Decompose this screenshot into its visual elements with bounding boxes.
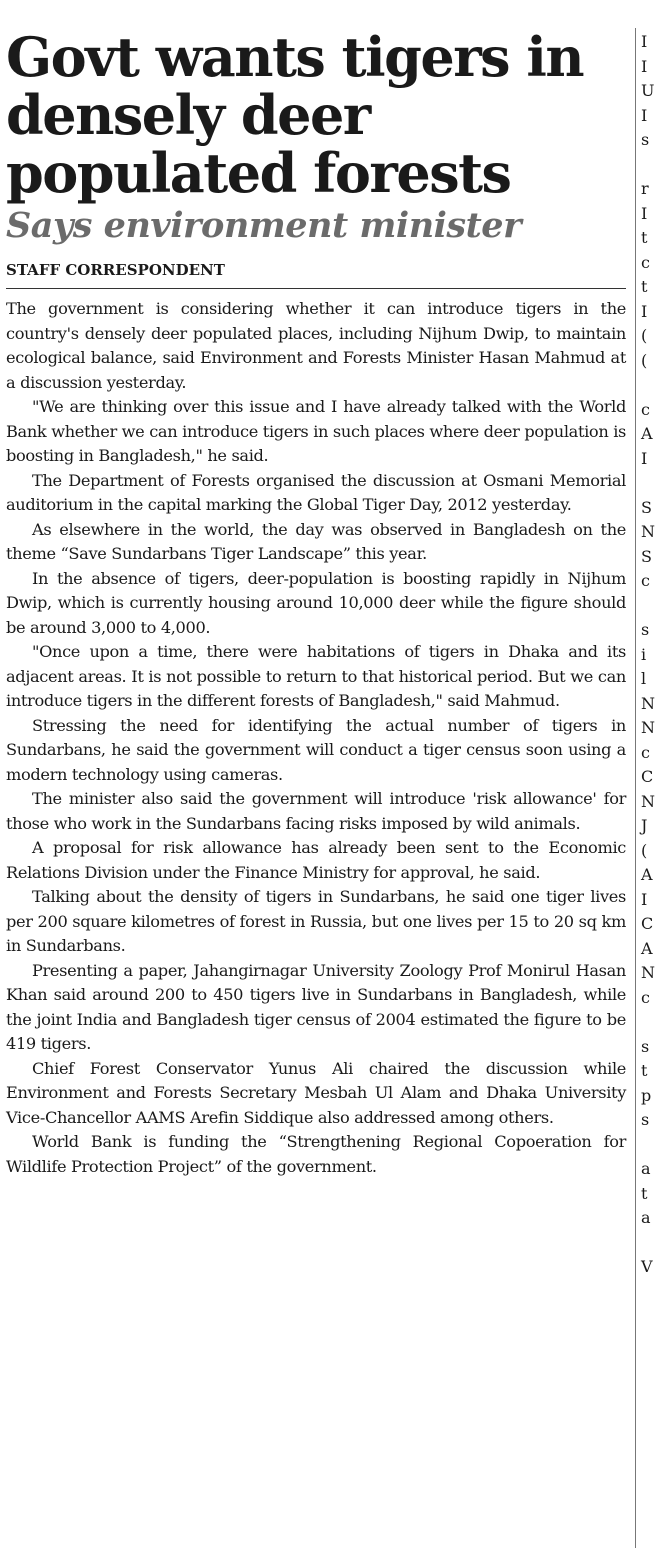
paragraph: The minister also said the government will introduce 'risk allowance' for those who work in the Sundarbans facing risks imposed by wild animals. <box>6 789 626 833</box>
adjacent-column-letter: t <box>641 228 648 247</box>
adjacent-column-letter: I <box>641 32 648 51</box>
paragraph: The Department of Forests organised the discussion at Osmani Memorial auditorium in the capital marking the Global Tiger Day, 2012 yesterday. <box>6 470 626 514</box>
adjacent-column-letter <box>641 471 651 496</box>
adjacent-column-letter: N <box>641 522 655 541</box>
adjacent-column-letter: U <box>641 81 655 100</box>
adjacent-column-fragment <box>641 30 655 1280</box>
adjacent-column-letter: ( <box>641 326 648 345</box>
adjacent-column-letter: r <box>641 179 649 198</box>
byline-rule <box>6 288 626 289</box>
adjacent-column-letter <box>641 1231 651 1256</box>
adjacent-column-letter: I <box>641 889 648 909</box>
adjacent-column-letter: I <box>641 301 648 321</box>
adjacent-column-letter: s <box>641 130 650 149</box>
adjacent-column-letter <box>641 1010 651 1035</box>
adjacent-column-letter: ( <box>641 840 648 860</box>
paragraph: The government is considering whether it can introduce tigers in the country's densely deer populated places, including Nijhum Dwip, to maintain ecological balance, said Environment and Forests Minister Hasan Mahmud at a discussion yesterday. <box>6 299 626 392</box>
adjacent-column-letter: a <box>641 1208 651 1227</box>
adjacent-column-letter: i <box>641 644 647 664</box>
adjacent-column-letter: c <box>641 987 650 1007</box>
headline: Govt wants tigers in densely deer populated forests <box>6 25 584 205</box>
adjacent-column-letter: l <box>641 669 647 688</box>
adjacent-column-letter: c <box>641 571 650 590</box>
paragraph: Stressing the need for identifying the actual number of tigers in Sundarbans, he said the government will conduct a tiger census soon using a modern technology using cameras. <box>6 715 626 784</box>
adjacent-column-letter <box>641 373 651 398</box>
column-divider <box>635 28 636 1548</box>
adjacent-column-letter: a <box>641 1159 651 1178</box>
adjacent-column-letter: S <box>641 497 652 517</box>
adjacent-column-letter: t <box>641 1061 648 1080</box>
adjacent-column-letter: c <box>641 252 650 272</box>
paragraph: A proposal for risk allowance has already been sent to the Economic Relations Division under the Finance Ministry for approval, he said. <box>6 838 626 882</box>
paragraph: World Bank is funding the “Strengthening Regional Copoeration for Wildlife Protection Project” of the government. <box>6 1132 626 1176</box>
adjacent-column-letter: A <box>641 424 653 443</box>
adjacent-column-letter: C <box>641 914 654 933</box>
adjacent-column-letter: t <box>641 277 648 296</box>
adjacent-column-letter <box>641 153 651 178</box>
adjacent-column-letter <box>641 1133 651 1158</box>
paragraph: Talking about the density of tigers in Sundarbans, he said one tiger lives per 200 square kilometres of forest in Russia, but one lives per 15 to 20 sq km in Sundarbans. <box>6 887 626 955</box>
adjacent-column-letter: J <box>641 816 648 835</box>
subheadline: Says environment minister <box>6 205 522 246</box>
adjacent-column-letter: s <box>641 620 650 639</box>
paragraph: Chief Forest Conservator Yunus Ali chaired the discussion while Environment and Forests Secretary Mesbah Ul Alam and Dhaka University Vice-Chancellor AAMS Arefin Siddique also addressed among others. <box>6 1058 626 1127</box>
adjacent-column-letter: V <box>641 1257 653 1276</box>
adjacent-column-letter: A <box>641 865 653 884</box>
adjacent-column-letter: I <box>641 56 648 76</box>
adjacent-column-letter: N <box>641 963 655 982</box>
adjacent-column-letter: C <box>641 767 654 786</box>
adjacent-column-letter: I <box>641 448 648 468</box>
paragraph: Presenting a paper, Jahangirnagar University Zoology Prof Monirul Hasan Khan said around 200 to 450 tigers live in Sundarbans in Bangladesh, while the joint India and Bangladesh tiger census of 2004 estimated the figure to be 419 tigers. <box>6 960 626 1053</box>
adjacent-column-letter: c <box>641 399 650 419</box>
article <box>6 25 626 1179</box>
paragraph: "Once upon a time, there were habitations of tigers in Dhaka and its adjacent areas. It is not possible to return to that historical period. But we can introduce tigers in the different forests of Bangladesh," said Mahmud. <box>6 642 626 710</box>
paragraph: In the absence of tigers, deer-population is boosting rapidly in Nijhum Dwip, which is currently housing around 10,000 deer while the figure should be around 3,000 to 4,000. <box>6 568 626 637</box>
adjacent-column-letter: s <box>641 1036 650 1056</box>
adjacent-column-letter: s <box>641 1110 650 1129</box>
paragraph: As elsewhere in the world, the day was observed in Bangladesh on the theme “Save Sundarbans Tiger Landscape” this year. <box>6 519 626 563</box>
adjacent-column-letter: N <box>641 718 655 737</box>
adjacent-column-letter: p <box>641 1085 652 1105</box>
adjacent-column-letter: N <box>641 693 655 713</box>
adjacent-column-letter <box>641 594 651 619</box>
adjacent-column-letter: S <box>641 546 652 566</box>
paragraph: "We are thinking over this issue and I have already talked with the World Bank whether we can introduce tigers in such places where deer population is boosting in Bangladesh," he said. <box>6 397 626 465</box>
article-body <box>6 297 626 1179</box>
adjacent-column-letter: A <box>641 938 653 958</box>
adjacent-column-letter: I <box>641 105 648 125</box>
adjacent-column-letter: c <box>641 742 650 762</box>
adjacent-column-letter: ( <box>641 350 648 370</box>
adjacent-column-letter: I <box>641 203 648 223</box>
byline <box>6 260 626 280</box>
adjacent-column-letter: N <box>641 791 655 811</box>
byline-text: STAFF CORRESPONDENT <box>6 261 225 279</box>
adjacent-column-letter: t <box>641 1183 648 1203</box>
